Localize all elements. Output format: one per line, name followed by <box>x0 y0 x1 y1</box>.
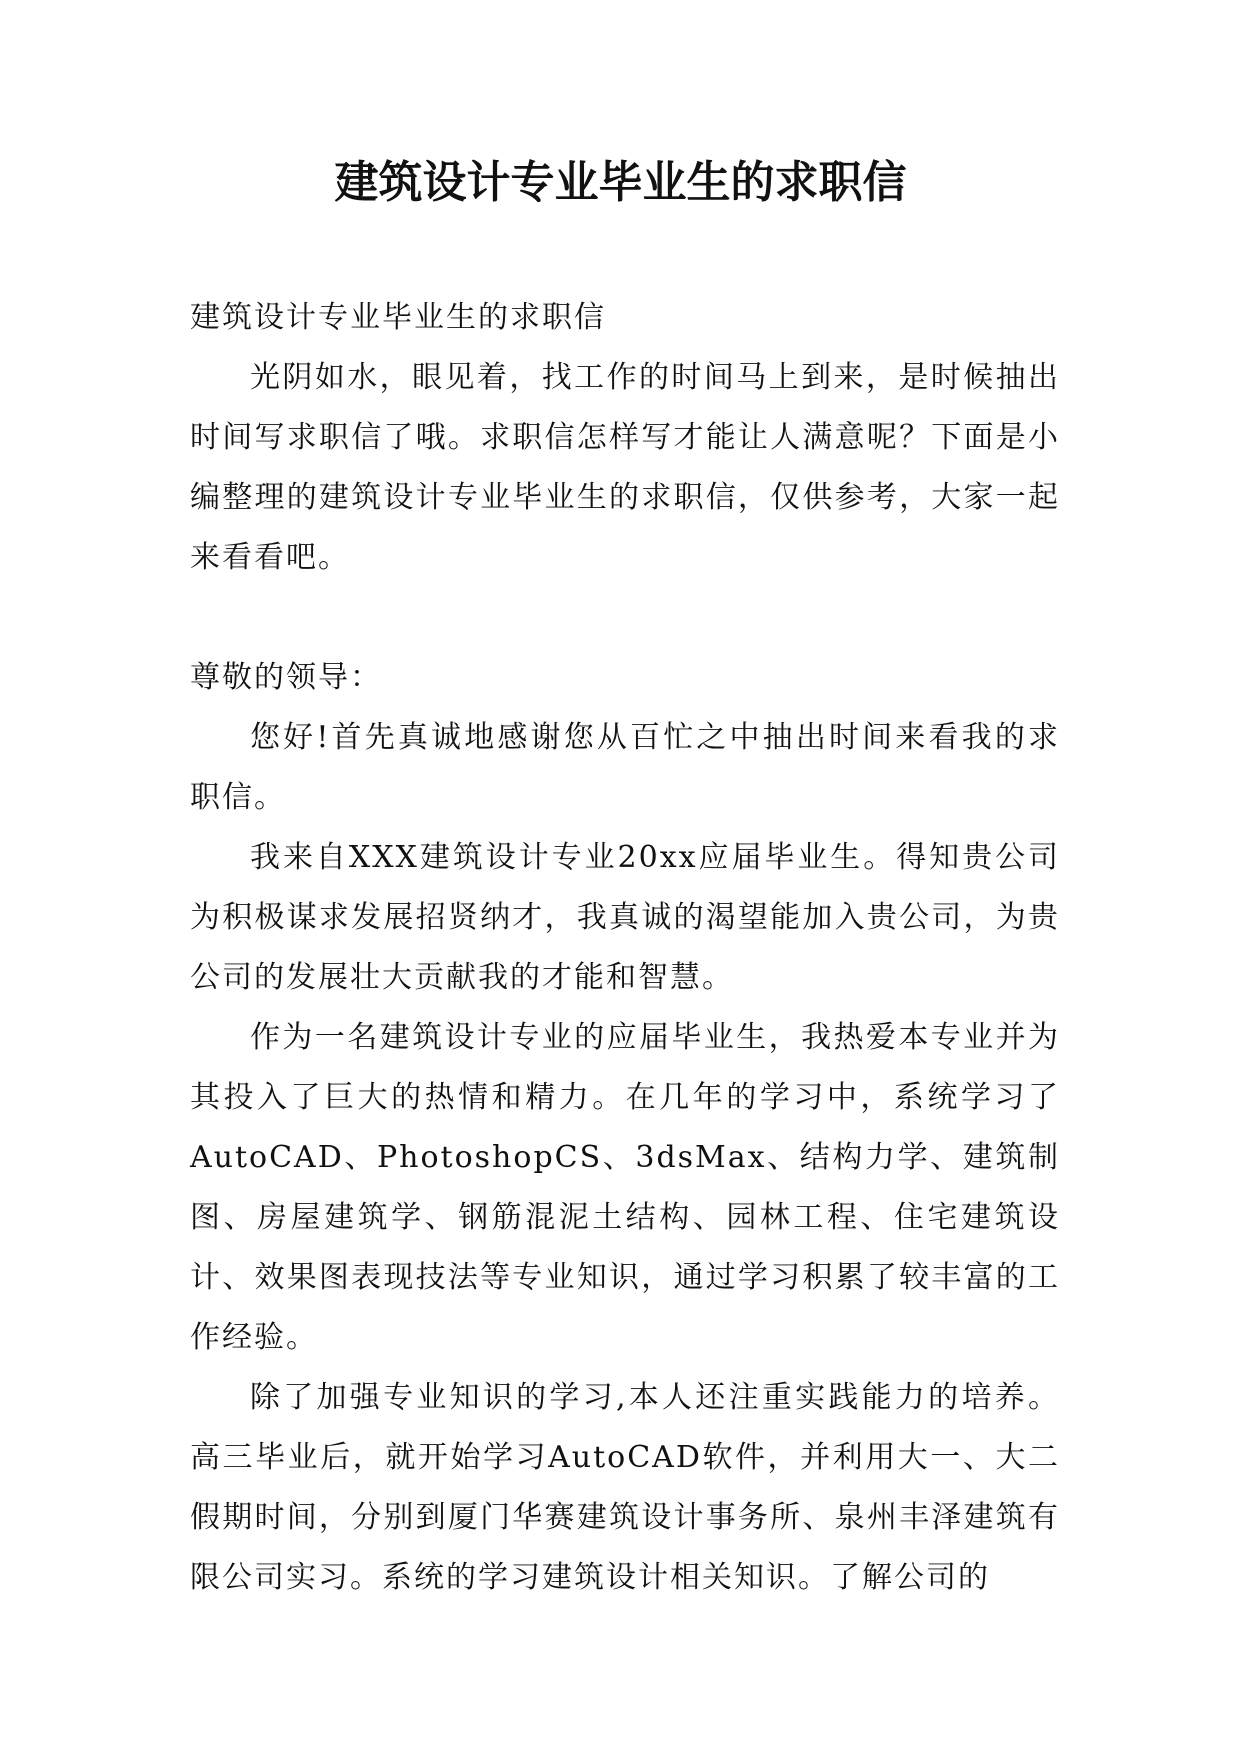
paragraph-spacer <box>190 588 1060 648</box>
salutation: 尊敬的领导： <box>190 660 382 695</box>
body-paragraph-origin: 我来自XXX建筑设计专业20xx应届毕业生。得知贵公司为积极谋求发展招贤纳才，我真诚的渴望能加入贵公司，为贵公司的发展壮大贡献我的才能和智慧。 <box>190 840 1060 995</box>
document-body <box>190 288 1060 1608</box>
body-paragraph-study: 作为一名建筑设计专业的应届毕业生，我热爱本专业并为其投入了巨大的热情和精力。在几年的学习中，系统学习了AutoCAD、PhotoshopCS、3dsMax、结构力学、建筑制图、房屋建筑学、钢筋混泥土结构、园林工程、住宅建筑设计、效果图表现技法等专业知识，通过学习积累了较丰富的工作经验。 <box>190 1020 1060 1355</box>
document-title: 建筑设计专业毕业生的求职信 <box>334 157 907 208</box>
document-subtitle: 建筑设计专业毕业生的求职信 <box>190 300 606 335</box>
body-paragraph-practice: 除了加强专业知识的学习,本人还注重实践能力的培养。高三毕业后，就开始学习AutoCAD软件，并利用大一、大二假期时间，分别到厦门华赛建筑设计事务所、泉州丰泽建筑有限公司实习。系统的学习建筑设计相关知识。了解公司的 <box>190 1380 1060 1595</box>
intro-paragraph: 光阴如水，眼见着，找工作的时间马上到来，是时候抽出时间写求职信了哦。求职信怎样写才能让人满意呢？下面是小编整理的建筑设计专业毕业生的求职信，仅供参考，大家一起来看看吧。 <box>190 360 1060 575</box>
body-paragraph-greeting: 您好!首先真诚地感谢您从百忙之中抽出时间来看我的求职信。 <box>190 720 1060 815</box>
